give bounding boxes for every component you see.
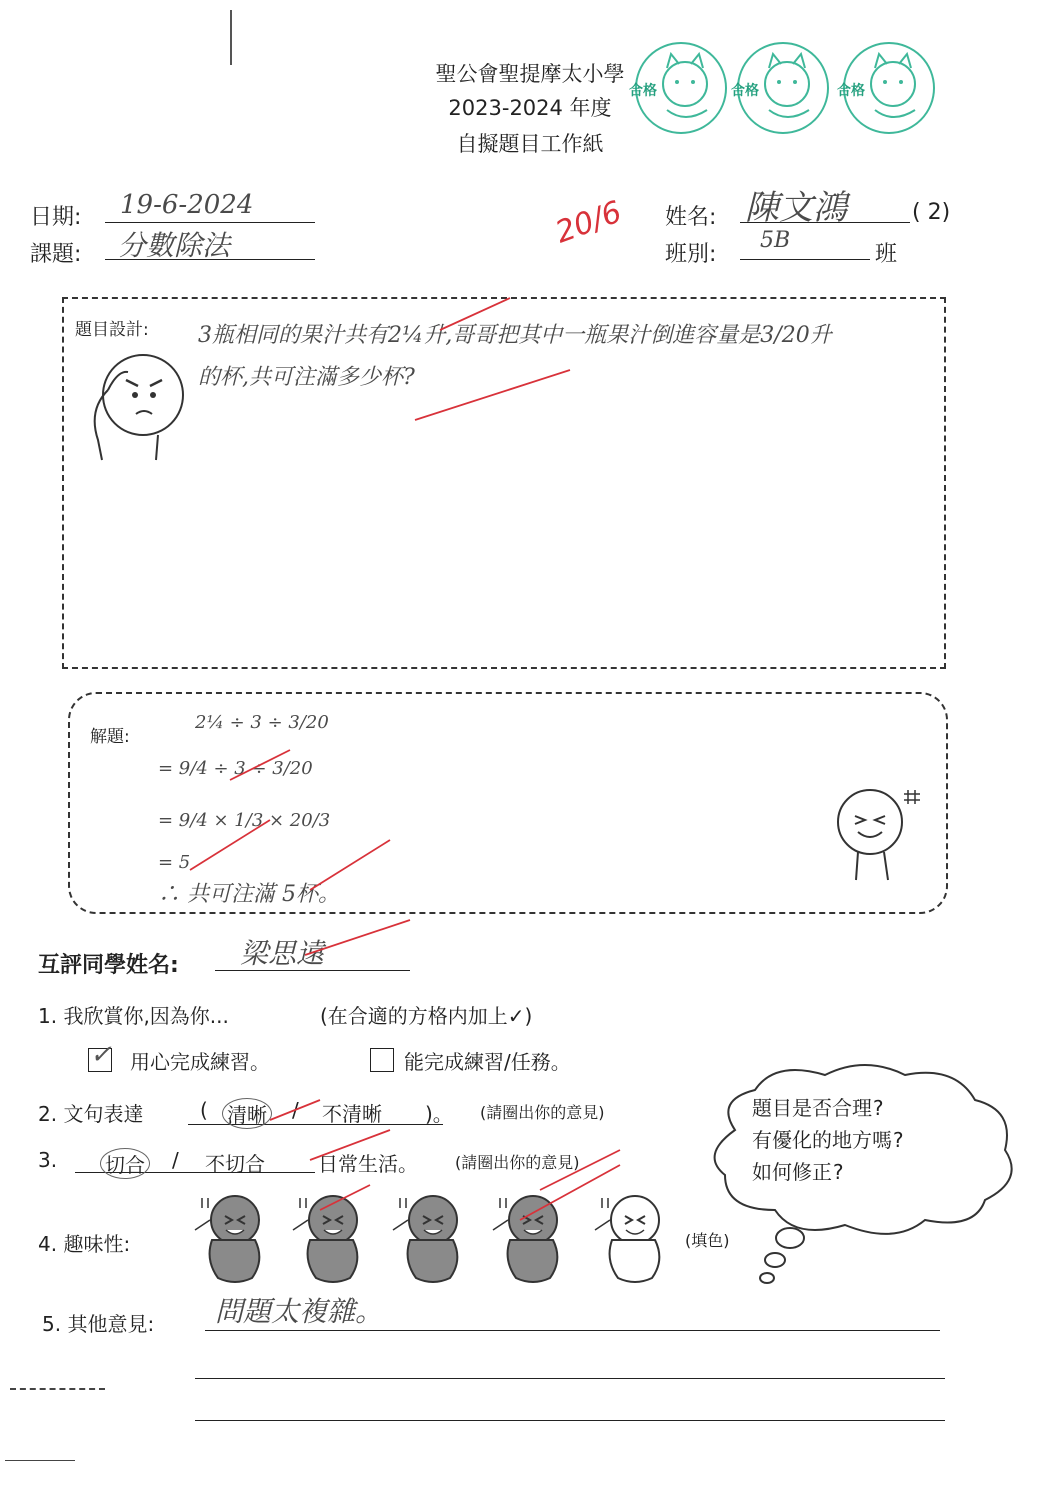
stamp-text: 合格 (629, 83, 657, 99)
question-3-separator: / (172, 1148, 179, 1172)
scan-artifact (5, 1460, 75, 1461)
school-year: 2023-2024 年度 (448, 96, 612, 120)
q5-line-1 (205, 1330, 940, 1331)
q5-line-3 (195, 1420, 945, 1421)
scan-artifact (10, 1388, 105, 1392)
laughing-face-icon (830, 780, 930, 890)
question-2-separator: / (292, 1098, 299, 1122)
red-check-marks (400, 290, 600, 430)
question-3-note: (請圈出你的意見) (455, 1153, 580, 1172)
topic-value[interactable]: 分數除法 (118, 229, 231, 262)
q5-line-2 (195, 1378, 945, 1379)
peer-name-label: 互評同學姓名: (38, 953, 179, 978)
class-value[interactable]: 5B (760, 228, 791, 253)
check-mark-icon: ✓ (90, 1040, 112, 1070)
question-2-close-paren: )。 (425, 1102, 453, 1126)
class-label: 班別: (665, 242, 717, 267)
solution-label: 解題: (90, 727, 130, 747)
school-name: 聖公會聖提摩太小學 (435, 62, 625, 86)
red-check-marks (300, 915, 420, 965)
scan-artifact (230, 10, 232, 65)
question-2-note: (請圈出你的意見) (480, 1103, 605, 1122)
question-4-note: (填色) (685, 1231, 730, 1250)
question-3-option-b[interactable]: 不切合 (205, 1152, 265, 1176)
question-5-label: 5. 其他意見: (42, 1312, 155, 1336)
thought-line-1: 題目是否合理? (752, 1096, 885, 1120)
solution-step-3: = 9/4 × 1/3 × 20/3 (158, 810, 331, 831)
pass-stamp (629, 42, 727, 134)
question-5-answer[interactable]: 問題太複雜。 (215, 1295, 384, 1328)
solution-step-2: = 9/4 ÷ 3 ÷ 3/20 (158, 758, 313, 779)
question-1-note: (在合適的方格内加上✓) (320, 1004, 533, 1028)
stamp-text: 合格 (837, 83, 865, 99)
laughing-figure-icon[interactable] (190, 1190, 280, 1290)
option-1-text: 用心完成練習。 (130, 1050, 270, 1074)
date-label: 日期: (30, 205, 82, 230)
question-1-label: 1. 我欣賞你,因為你... (38, 1004, 229, 1028)
question-2-label: 2. 文句表達 (38, 1102, 144, 1126)
question-line-2: 的杯,共可注滿多少杯? (198, 365, 415, 390)
red-check-marks (180, 740, 420, 900)
question-3-tail: 日常生活。 (318, 1152, 418, 1176)
question-label: 題目設計: (75, 320, 149, 340)
thought-line-2: 有優化的地方嗎? (752, 1128, 905, 1152)
class-number: ( 2) (912, 200, 951, 225)
worksheet-title: 自擬題目工作紙 (456, 132, 604, 156)
red-check-marks (310, 1150, 630, 1240)
date-value[interactable]: 19-6-2024 (120, 190, 254, 220)
solution-step-4: = 5 (158, 852, 191, 873)
name-label: 姓名: (665, 205, 717, 230)
pass-stamp (731, 42, 829, 134)
question-3-label: 3. (38, 1148, 58, 1172)
solution-step-1: 2¼ ÷ 3 ÷ 3/20 (195, 712, 329, 733)
name-value[interactable]: 陳文鴻 (745, 188, 847, 228)
solution-step-5: ∴ 共可注滿 5杯。 (158, 882, 340, 907)
teacher-score: 20/6 (551, 194, 627, 251)
thought-line-3: 如何修正? (752, 1160, 845, 1184)
question-2-open-paren: ( (200, 1098, 208, 1122)
class-suffix: 班 (875, 242, 898, 267)
question-2-option-a[interactable]: 清晰 (222, 1098, 272, 1129)
pass-stamp (837, 42, 935, 134)
topic-label: 課題: (30, 242, 82, 267)
question-line-1: 3瓶相同的果汁共有2¼升,哥哥把其中一瓶果汁倒進容量是3/20升 (198, 323, 832, 348)
question-2-option-b[interactable]: 不清晰 (322, 1102, 382, 1126)
question-4-label: 4. 趣味性: (38, 1232, 131, 1256)
date-underline (105, 222, 315, 223)
peer-name-value[interactable]: 梁思遠 (240, 937, 325, 970)
option-2-text: 能完成練習/任務。 (404, 1050, 571, 1074)
question-3-option-a[interactable]: 切合 (100, 1148, 150, 1179)
stamp-text: 合格 (731, 83, 759, 99)
thinking-face-icon (78, 340, 188, 465)
class-underline (740, 259, 870, 260)
